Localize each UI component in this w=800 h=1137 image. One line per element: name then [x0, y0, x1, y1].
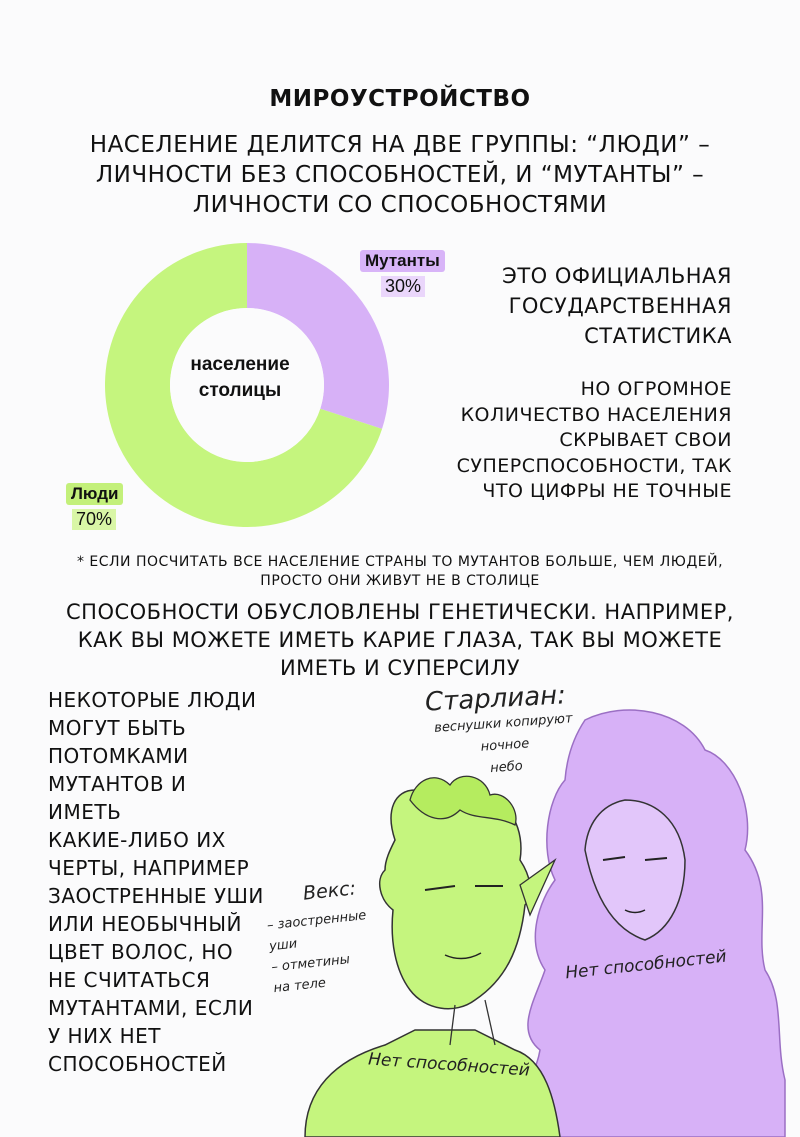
secret-line: НО ОГРОМНОЕ — [580, 378, 732, 400]
donut-center-line2: столицы — [198, 380, 282, 401]
starlian-note-line: веснушки копируют — [433, 711, 574, 736]
stat-line: ЭТО ОФИЦИАЛЬНАЯ — [502, 264, 732, 288]
vex-figure — [305, 1030, 560, 1137]
page-title: МИРОУСТРОЙСТВО — [269, 86, 531, 112]
left-line: НЕКОТОРЫЕ ЛЮДИ — [48, 688, 257, 712]
vex-note-line: – заостренные — [266, 908, 368, 934]
footnote-line: ПРОСТО ОНИ ЖИВУТ НЕ В СТОЛИЦЕ — [260, 573, 540, 589]
vex-note-line: – отметины — [270, 952, 351, 976]
starlian-note — [408, 706, 602, 785]
intro-text: НАСЕЛЕНИЕ ДЕЛИТСЯ НА ДВЕ ГРУППЫ: “ЛЮДИ” – ЛИЧНОСТИ БЕЗ СПОСОБНОСТЕЙ, И “МУТАНТЫ” – ЛИЧНОСТИ СО СПОСОБНОСТЯМИ — [89, 132, 711, 218]
vex-note — [266, 901, 414, 999]
donut-center-line1: население — [190, 354, 290, 375]
official-statistic-text — [470, 261, 732, 351]
secret-line: СКРЫВАЕТ СВОИ — [559, 429, 732, 451]
genetics-paragraph — [50, 598, 750, 682]
left-line: ЦВЕТ ВОЛОС, НО — [48, 940, 234, 964]
starlian-ability-label: Нет способностей — [564, 946, 728, 984]
left-line: ЗАОСТРЕННЫЕ УШИ — [48, 884, 264, 908]
genetics-line: СПОСОБНОСТИ ОБУСЛОВЛЕНЫ ГЕНЕТИЧЕСКИ. НАПРИМЕР, — [66, 600, 734, 624]
humans-label: Люди — [66, 483, 123, 505]
starlian-note-line: небо — [489, 758, 524, 777]
mutants-label: Мутанты — [360, 250, 445, 272]
stat-line: СТАТИСТИКА — [584, 324, 732, 348]
left-line: МУТАНТОВ И — [48, 772, 187, 796]
left-line: ПОТОМКАМИ — [48, 744, 189, 768]
left-line: МОГУТ БЫТЬ — [48, 716, 187, 740]
left-line: СПОСОБНОСТЕЙ — [48, 1052, 227, 1076]
vex-name: Векс: — [301, 877, 358, 905]
mutants-percent: 30% — [381, 276, 425, 297]
footnote — [40, 553, 760, 591]
vex-note-line: на теле — [272, 975, 327, 997]
secret-line: КОЛИЧЕСТВО НАСЕЛЕНИЯ — [460, 403, 732, 426]
left-line: ИМЕТЬ — [48, 800, 122, 824]
genetics-line: ИМЕТЬ И СУПЕРСИЛУ — [279, 656, 521, 680]
left-line: У НИХ НЕТ — [48, 1024, 161, 1048]
left-line: ЧЕРТЫ, НАПРИМЕР — [48, 856, 250, 880]
stat-line: ГОСУДАРСТВЕННАЯ — [508, 294, 732, 318]
secret-line: СУПЕРСПОСОБНОСТИ, ТАК — [456, 454, 732, 477]
starlian-note-line: ночное — [480, 736, 530, 755]
left-line: НЕ СЧИТАТЬСЯ — [48, 968, 211, 992]
descendants-paragraph — [48, 686, 288, 1078]
secret-line: ЧТО ЦИФРЫ НЕ ТОЧНЫЕ — [482, 480, 732, 502]
left-line: КАКИЕ-ЛИБО ИХ — [48, 828, 226, 852]
left-line: ИЛИ НЕОБЫЧНЫЙ — [48, 912, 242, 936]
humans-percent: 70% — [72, 509, 116, 530]
left-line: МУТАНТАМИ, ЕСЛИ — [48, 996, 254, 1020]
donut-center-label — [165, 352, 315, 404]
footnote-line: * ЕСЛИ ПОСЧИТАТЬ ВСЕ НАСЕЛЕНИЕ СТРАНЫ ТО МУТАНТОВ БОЛЬШЕ, ЧЕМ ЛЮДЕЙ, — [76, 554, 724, 570]
genetics-line: КАК ВЫ МОЖЕТЕ ИМЕТЬ КАРИЕ ГЛАЗА, ТАК ВЫ МОЖЕТЕ — [77, 628, 723, 652]
hidden-abilities-text — [430, 377, 732, 505]
vex-note-line: уши — [268, 936, 298, 955]
vex-ability-label: Нет способностей — [367, 1049, 531, 1081]
starlian-name: Старлиан: — [424, 680, 567, 718]
